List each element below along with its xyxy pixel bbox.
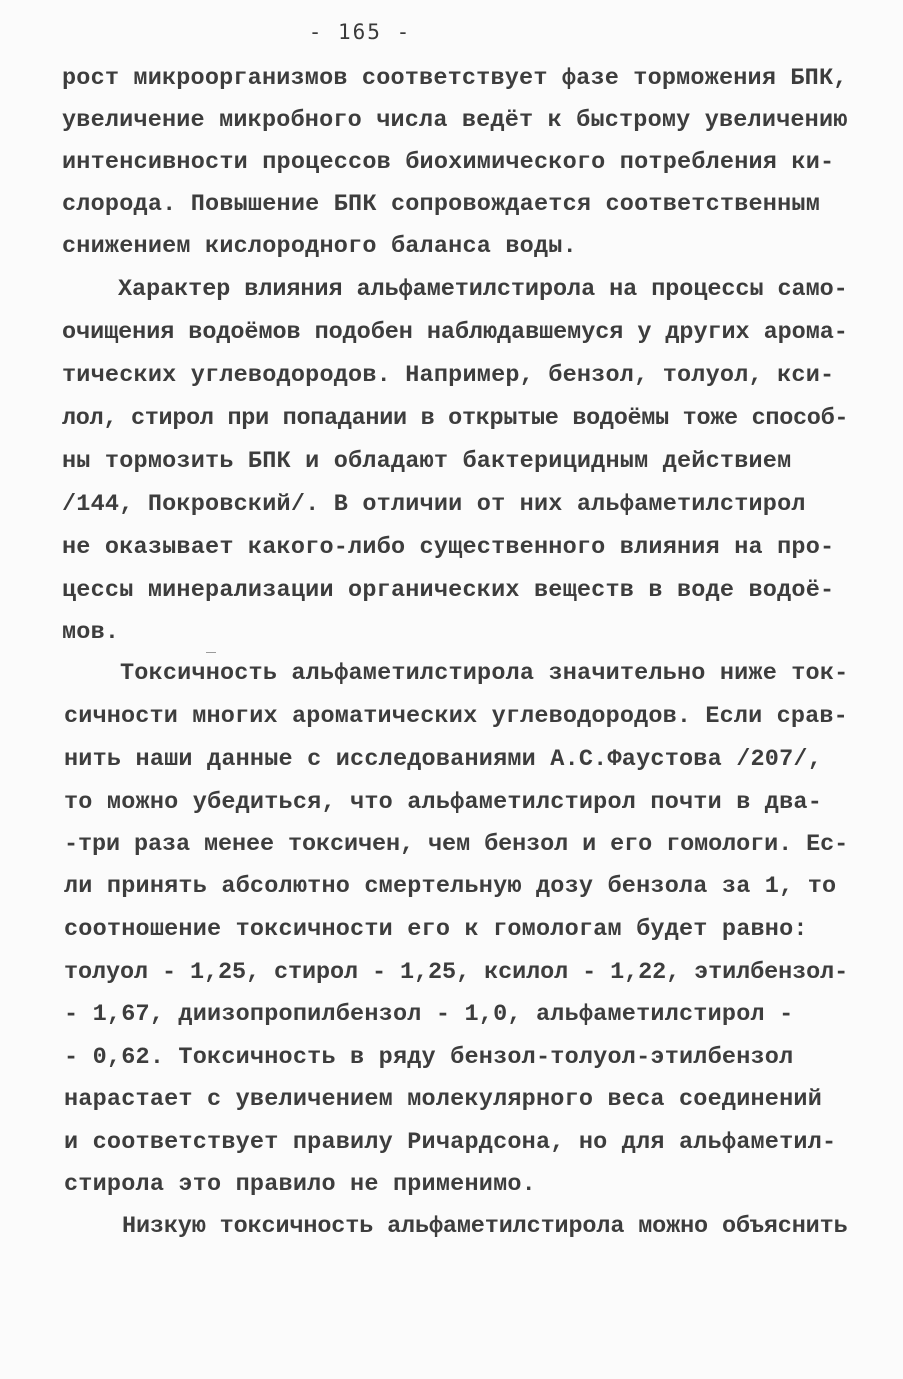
text-line: рост микроорганизмов соответствует фазе торможения БПК, <box>62 65 848 92</box>
text-line: -три раза менее токсичен, чем бензол и его гомологи. Ес- <box>64 831 849 858</box>
text-line: не оказывает какого-либо существенного влияния на про- <box>62 534 835 561</box>
text-line: и соответствует правилу Ричардсона, но для альфаметил- <box>64 1129 837 1156</box>
text-line: соотношение токсичности его к гомологам будет равно: <box>64 916 808 943</box>
text-line: цессы минерализации органических веществ в воде водоё- <box>62 577 835 604</box>
text-line: очищения водоёмов подобен наблюдавшемуся у других арома- <box>62 319 848 346</box>
text-line: снижением кислородного баланса воды. <box>62 233 577 260</box>
page-number: - 165 - <box>308 20 412 44</box>
text-line: сичности многих ароматических углеводородов. Если срав- <box>64 703 848 730</box>
stray-mark <box>206 652 216 653</box>
text-line: Токсичность альфаметилстирола значительно ниже ток- <box>120 660 849 687</box>
text-line: нить наши данные с исследованиями А.С.Фаустова /207/, <box>64 746 823 773</box>
text-line: - 1,67, диизопропилбензол - 1,0, альфаметилстирол - <box>64 1001 794 1028</box>
text-line: мов. <box>62 619 120 646</box>
text-line: лол, стирол при попадании в открытые водоёмы тоже способ- <box>62 405 849 432</box>
text-line: Характер влияния альфаметилстирола на процессы само- <box>118 276 848 303</box>
text-line: нарастает с увеличением молекулярного веса соединений <box>64 1086 823 1113</box>
text-line: тических углеводородов. Например, бензол, толуол, кси- <box>62 362 835 389</box>
text-line: ли принять абсолютно смертельную дозу бензола за 1, то <box>64 873 837 900</box>
text-line: ны тормозить БПК и обладают бактерицидным действием <box>62 448 792 475</box>
text-line: Низкую токсичность альфаметилстирола можно объяснить <box>122 1213 848 1240</box>
text-line: слорода. Повышение БПК сопровождается соответственным <box>62 191 821 218</box>
text-line: стирола это правило не применимо. <box>64 1171 536 1198</box>
text-line: то можно убедиться, что альфаметилстирол почти в два- <box>64 789 823 816</box>
text-line: толуол - 1,25, стирол - 1,25, ксилол - 1,22, этилбензол- <box>64 959 849 986</box>
text-line: - 0,62. Токсичность в ряду бензол-толуол-этилбензол <box>64 1044 794 1071</box>
text-line: интенсивности процессов биохимического потребления ки- <box>62 149 835 176</box>
text-line: увеличение микробного числа ведёт к быстрому увеличению <box>62 107 848 134</box>
text-line: /144, Покровский/. В отличии от них альфаметилстирол <box>62 491 806 518</box>
